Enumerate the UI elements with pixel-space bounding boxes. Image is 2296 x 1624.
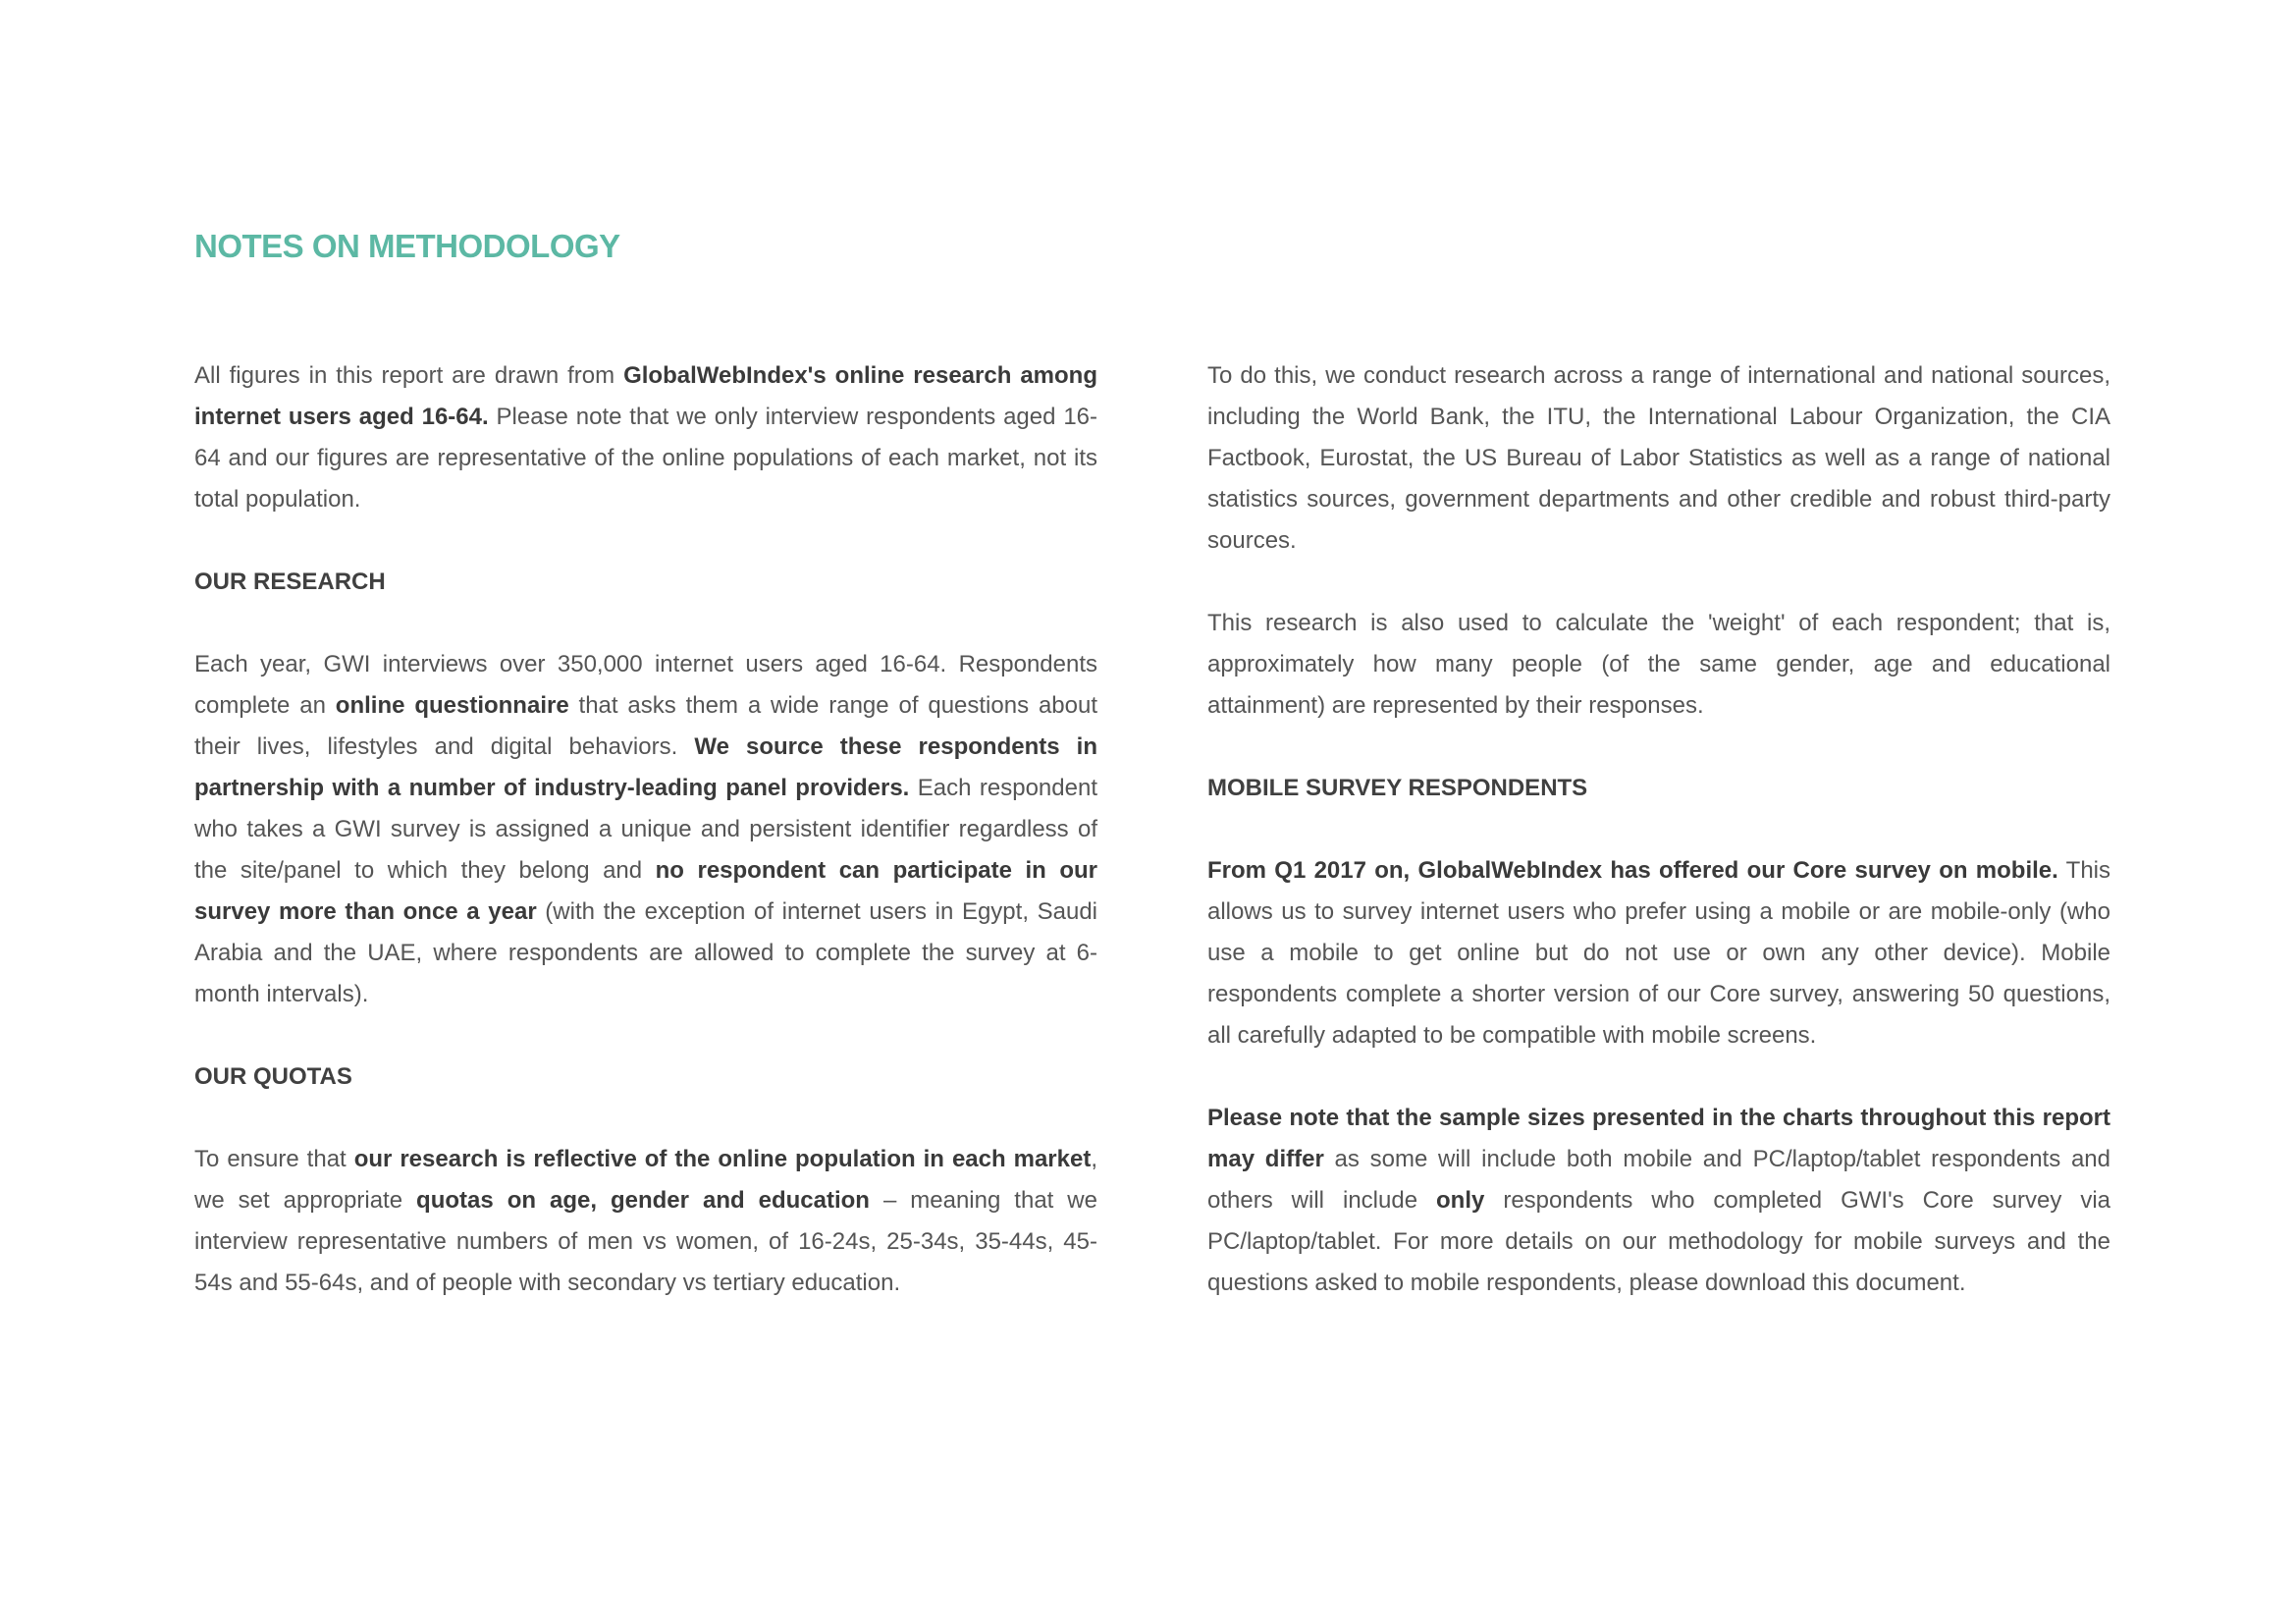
sample-note-emphasis: Please note that the sample sizes presented in the charts throughout this report may differ (1207, 1105, 2110, 1172)
intro-emphasis: GlobalWebIndex's online research among internet users aged 16-64. (194, 362, 1097, 430)
intro-paragraph (194, 355, 1097, 520)
quotas-emphasis: our research is reflective of the online population in each market (353, 1146, 1092, 1172)
intro-text: Please note that we only interview respondents aged 16-64 and our figures are representative of the online populations of each market, not its total population. (194, 404, 1098, 513)
right-column (1207, 355, 2110, 1345)
our-research-heading: OUR RESEARCH (194, 568, 386, 595)
mobile-survey-paragraph (1207, 850, 2110, 1056)
intro-text: All figures in this report are drawn from (194, 362, 624, 389)
research-text: (with the exception of internet users in Egypt, Saudi Arabia and the UAE, where respondents are allowed to complete the survey at 6-month intervals). (194, 898, 1098, 1007)
sources-paragraph: To do this, we conduct research across a range of international and national sources, including the World Bank, the ITU, the International Labour Organization, the CIA Factbook, Eurostat, the US Bureau of Labor Statistics as well as a range of national statistics sources, government departments and other credible and robust third-party sources. (1207, 362, 2110, 554)
sample-note-text: as some will include both mobile and PC/laptop/tablet respondents and others will include (1207, 1146, 2110, 1214)
mobile-emphasis: From Q1 2017 on, GlobalWebIndex has offered our Core survey on mobile. (1207, 857, 2058, 884)
research-emphasis: online questionnaire (335, 692, 569, 719)
research-emphasis: no respondent can participate in our survey more than once a year (194, 857, 1097, 925)
quotas-text: , we set appropriate (194, 1146, 1098, 1214)
sample-note-text: respondents who completed GWI's Core survey via PC/laptop/tablet. For more details on our methodology for mobile surveys and the questions asked to mobile respondents, please download this document. (1207, 1187, 2110, 1296)
mobile-text: This allows us to survey internet users who prefer using a mobile or are mobile-only (who use a mobile to get online but do not use or own any other device). Mobile respondents complete a shorter version of our Core survey, answering 50 questions, all carefully adapted to be compatible with mobile screens. (1207, 857, 2110, 1049)
sample-note-paragraph (1207, 1098, 2110, 1304)
sample-note-emphasis: only (1436, 1187, 1485, 1214)
quotas-text: To ensure that (194, 1146, 354, 1172)
research-emphasis: We source these respondents in partnership with a number of industry-leading panel providers. (194, 733, 1097, 801)
page-title: NOTES ON METHODOLOGY (194, 228, 620, 264)
research-text: Each respondent who takes a GWI survey is assigned a unique and persistent identifier regardless of the site/panel to which they belong and (194, 775, 1097, 884)
our-research-paragraph (194, 644, 1097, 1015)
our-quotas-heading: OUR QUOTAS (194, 1063, 352, 1090)
research-text: Each year, GWI interviews over 350,000 internet users aged 16-64. Respondents complete an (194, 651, 1097, 719)
mobile-survey-heading: MOBILE SURVEY RESPONDENTS (1207, 775, 1588, 801)
our-quotas-paragraph (194, 1139, 1097, 1304)
quotas-emphasis: quotas on age, gender and education (416, 1187, 870, 1214)
weighting-paragraph: This research is also used to calculate the 'weight' of each respondent; that is, approximately how many people (of the same gender, age and educational attainment) are represented by their responses. (1207, 610, 2110, 719)
quotas-text: – meaning that we interview representative numbers of men vs women, of 16-24s, 25-34s, 35-44s, 45-54s and 55-64s, and of people with secondary vs tertiary education. (194, 1187, 1097, 1296)
left-column (194, 355, 1097, 1345)
research-text: that asks them a wide range of questions about their lives, lifestyles and digital behaviors. (194, 692, 1097, 760)
